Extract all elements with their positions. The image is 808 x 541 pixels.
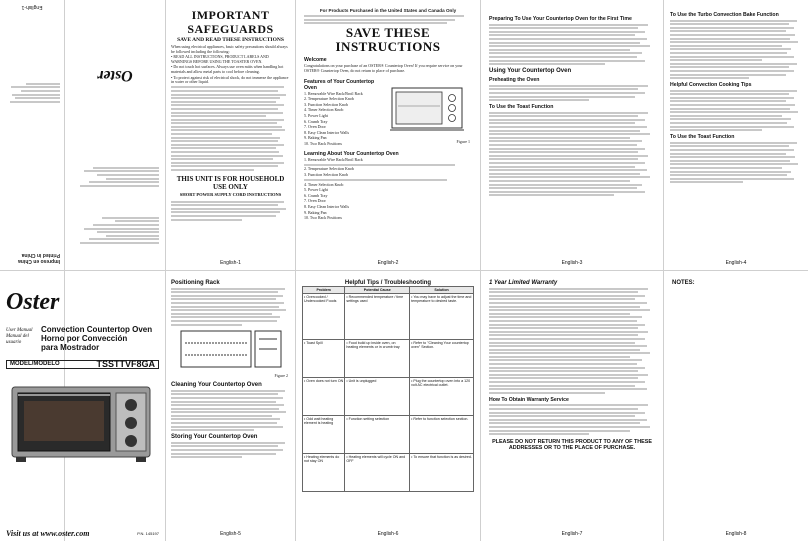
- user-manual-es: Manual del usuario: [6, 334, 29, 345]
- feature-item: 7. Oven Door: [304, 124, 326, 130]
- turbo-title: To Use the Turbo Convection Bake Function: [670, 12, 779, 18]
- convection-tips-heading: Helpful Convection Cooking Tips: [670, 82, 752, 89]
- learning-item: 9. Baking Pan: [304, 209, 327, 215]
- notes-title: NOTES:: [672, 280, 695, 286]
- column-header-solution: Solution: [410, 287, 474, 294]
- safeguards-item-3: • To protect against risk of electrical shock, do not immerse the appliance in water or other liquid.: [171, 74, 289, 85]
- page-number: English-8: [725, 531, 747, 538]
- household-use-heading: THIS UNIT IS FOR HOUSEHOLD USE ONLY: [176, 175, 285, 191]
- product-title-en: Convection Countertop Oven: [41, 325, 153, 334]
- feature-item: 4. Timer Selection Knob: [304, 107, 344, 113]
- model-box: [6, 360, 159, 369]
- troubleshooting-table: [302, 286, 474, 492]
- learning-item: 5. Power Light: [304, 187, 328, 193]
- product-title-es-2: para Mostrador: [41, 343, 100, 352]
- page-number: English-6: [377, 531, 399, 538]
- solution-cell: • To ensure that function is as desired.: [410, 454, 474, 492]
- learning-item: 8. Easy Clean Interior Walls: [304, 204, 350, 210]
- column-header-cause: Potential Cause: [345, 287, 410, 294]
- save-instructions-title: SAVE THESE INSTRUCTIONS: [335, 25, 441, 55]
- features-heading: Features of Your Countertop Oven: [304, 78, 375, 91]
- contact-panel-rotated: [65, 0, 165, 270]
- table-header-row: [303, 287, 474, 294]
- cause-cell: • Unit is unplugged: [345, 378, 410, 416]
- table-row: [303, 294, 474, 340]
- product-title-es-1: Horno por Convección: [41, 334, 128, 343]
- page-number: English-3: [561, 260, 583, 267]
- cause-cell: • Function setting selection: [345, 416, 410, 454]
- problem-cell: • Toast Spill: [303, 340, 345, 378]
- feature-item: 3. Function Selection Knob: [304, 101, 348, 107]
- table-row: [303, 454, 474, 492]
- cause-cell: • Recommended temperature / time settings used: [345, 294, 410, 340]
- learning-item: 3. Function Selection Knob: [304, 171, 348, 177]
- rack-diagram-icon: [171, 327, 289, 373]
- cleaning-title: Cleaning Your Countertop Oven: [171, 382, 262, 389]
- feature-item: 9. Baking Pan: [304, 135, 327, 141]
- learning-item: 7. Oven Door: [304, 198, 326, 204]
- feature-item: 6. Crumb Tray: [304, 118, 328, 124]
- toast-function-heading-2: To Use the Toast Function: [670, 134, 735, 141]
- page-number: English-5: [220, 531, 241, 538]
- welcome-text: Congratulations on your purchase of an OSTER® Countertop Oven! If you require service on your OSTER® Countertop Oven, do not return to place of purchase.: [304, 63, 463, 73]
- oster-logo: Oster: [6, 289, 60, 315]
- positioning-title: Positioning Rack: [171, 280, 220, 286]
- positioning-panel: [166, 271, 295, 541]
- user-manual-en: User Manual: [6, 328, 33, 333]
- figure-2-label: Figure 2: [274, 372, 288, 378]
- learning-heading: Learning About Your Countertop Oven: [304, 150, 399, 157]
- solution-cell: • Plug the countertop oven into a 120 volt AC electrical outlet.: [410, 378, 474, 416]
- cause-cell: • Food build up inside oven, on heating elements or in crumb tray: [345, 340, 410, 378]
- model-label: MODEL/MODELO: [10, 361, 60, 367]
- problem-cell: • Heating elements do not stay ON: [303, 454, 345, 492]
- model-number: TSSTTVF8GA: [96, 359, 155, 369]
- learning-item: 6. Crumb Tray: [304, 192, 328, 198]
- rack-diagram: [171, 327, 290, 379]
- feature-item: 10. Two Rack Positions: [304, 140, 342, 146]
- preheating-heading: Preheating the Oven: [489, 77, 540, 84]
- learning-item: 1. Removable Wire Rack/Broil Rack: [304, 156, 363, 162]
- using-oven-heading: Using Your Countertop Oven: [489, 68, 572, 75]
- page-number: English-7: [561, 531, 583, 538]
- preparing-title: Preparing To Use Your Countertop Oven for the First Time: [489, 16, 632, 22]
- part-number: P.N. 145197: [137, 531, 159, 537]
- warranty-panel: [481, 271, 663, 541]
- cause-cell: • Heating elements will cycle ON and OFF: [345, 454, 410, 492]
- feature-item: 8. Easy Clean Interior Walls: [304, 129, 350, 135]
- feature-item: 1. Removable Wire Rack/Broil Rack: [304, 90, 363, 96]
- table-row: [303, 340, 474, 378]
- problem-cell: • Oven does not turn ON: [303, 378, 345, 416]
- table-row: [303, 378, 474, 416]
- feature-item: 2. Temperature Selection Knob: [304, 96, 354, 102]
- safeguards-item-2: • Do not touch hot surfaces. Always use oven mitts when handling hot materials and allow metal parts to cool before cleaning.: [171, 64, 284, 74]
- storing-title: Storing Your Countertop Oven: [171, 434, 258, 441]
- preparing-panel: [481, 0, 663, 270]
- page-number: English-4: [725, 260, 747, 267]
- website-link[interactable]: Visit us at www.oster.com: [6, 529, 90, 539]
- printed-in-china-en: Printed in China: [21, 252, 60, 259]
- printed-in-china-es: Impreso en China: [18, 258, 60, 264]
- safeguards-item-1: • READ ALL INSTRUCTIONS, PRODUCT LABELS AND WARNINGS BEFORE USING THE TOASTER OVEN.: [171, 54, 269, 64]
- page-number: English-2: [377, 260, 399, 267]
- figure-1-label: Figure 1: [456, 138, 470, 144]
- table-row: [303, 416, 474, 454]
- learning-item: 10. Two Rack Positions: [304, 215, 342, 221]
- cover-panel: [0, 271, 165, 541]
- warranty-service-heading: How To Obtain Warranty Service: [489, 396, 569, 403]
- notes-panel: [664, 271, 808, 541]
- solution-cell: • You may have to adjust the time and temperature to desired taste.: [410, 294, 474, 340]
- problem-cell: • Odd wait heating element is heating: [303, 416, 345, 454]
- turbo-panel: [664, 0, 808, 270]
- learning-item: 2. Temperature Selection Knob: [304, 166, 354, 172]
- problem-cell: • Overcooked / Undercooked Foods: [303, 294, 345, 340]
- power-cord-heading: SHORT POWER SUPPLY CORD INSTRUCTIONS: [179, 192, 282, 197]
- oven-photo: [6, 377, 156, 467]
- page-number: English-1: [21, 3, 43, 10]
- back-panel-rotated: [0, 0, 64, 270]
- welcome-heading: Welcome: [304, 57, 327, 64]
- troubleshooting-panel: [296, 271, 480, 541]
- safeguards-subtitle: SAVE AND READ THESE INSTRUCTIONS: [177, 37, 284, 43]
- safeguards-intro: When using electrical appliances, basic safety precautions should always be followed including the following:: [171, 44, 288, 54]
- oster-logo-rotated: Oster: [97, 66, 133, 84]
- learning-item: 4. Timer Selection Knob: [304, 181, 344, 187]
- us-canada-note: For Products Purchased in the United States and Canada Only: [319, 8, 457, 13]
- do-not-return-notice: PLEASE DO NOT RETURN THIS PRODUCT TO ANY OF THESE ADDRESSES OR TO THE PLACE OF PURCHASE.: [492, 439, 652, 452]
- oven-diagram-icon: [388, 76, 472, 138]
- warranty-title: 1 Year Limited Warranty: [489, 280, 558, 286]
- feature-item: 5. Power Light: [304, 112, 328, 118]
- page-number: English-1: [220, 260, 241, 267]
- safeguards-title: IMPORTANT SAFEGUARDS: [187, 8, 274, 36]
- troubleshooting-title: Helpful Tips / Troubleshooting: [344, 280, 432, 286]
- safeguards-panel: [166, 0, 295, 270]
- oven-diagram: [388, 76, 472, 146]
- toast-function-heading: To Use the Toast Function: [489, 104, 554, 111]
- column-header-problem: Problem: [303, 287, 345, 294]
- features-panel: [296, 0, 480, 270]
- solution-cell: • Refer to function selection section.: [410, 416, 474, 454]
- solution-cell: • Refer to "Cleaning Your countertop oven" Section.: [410, 340, 474, 378]
